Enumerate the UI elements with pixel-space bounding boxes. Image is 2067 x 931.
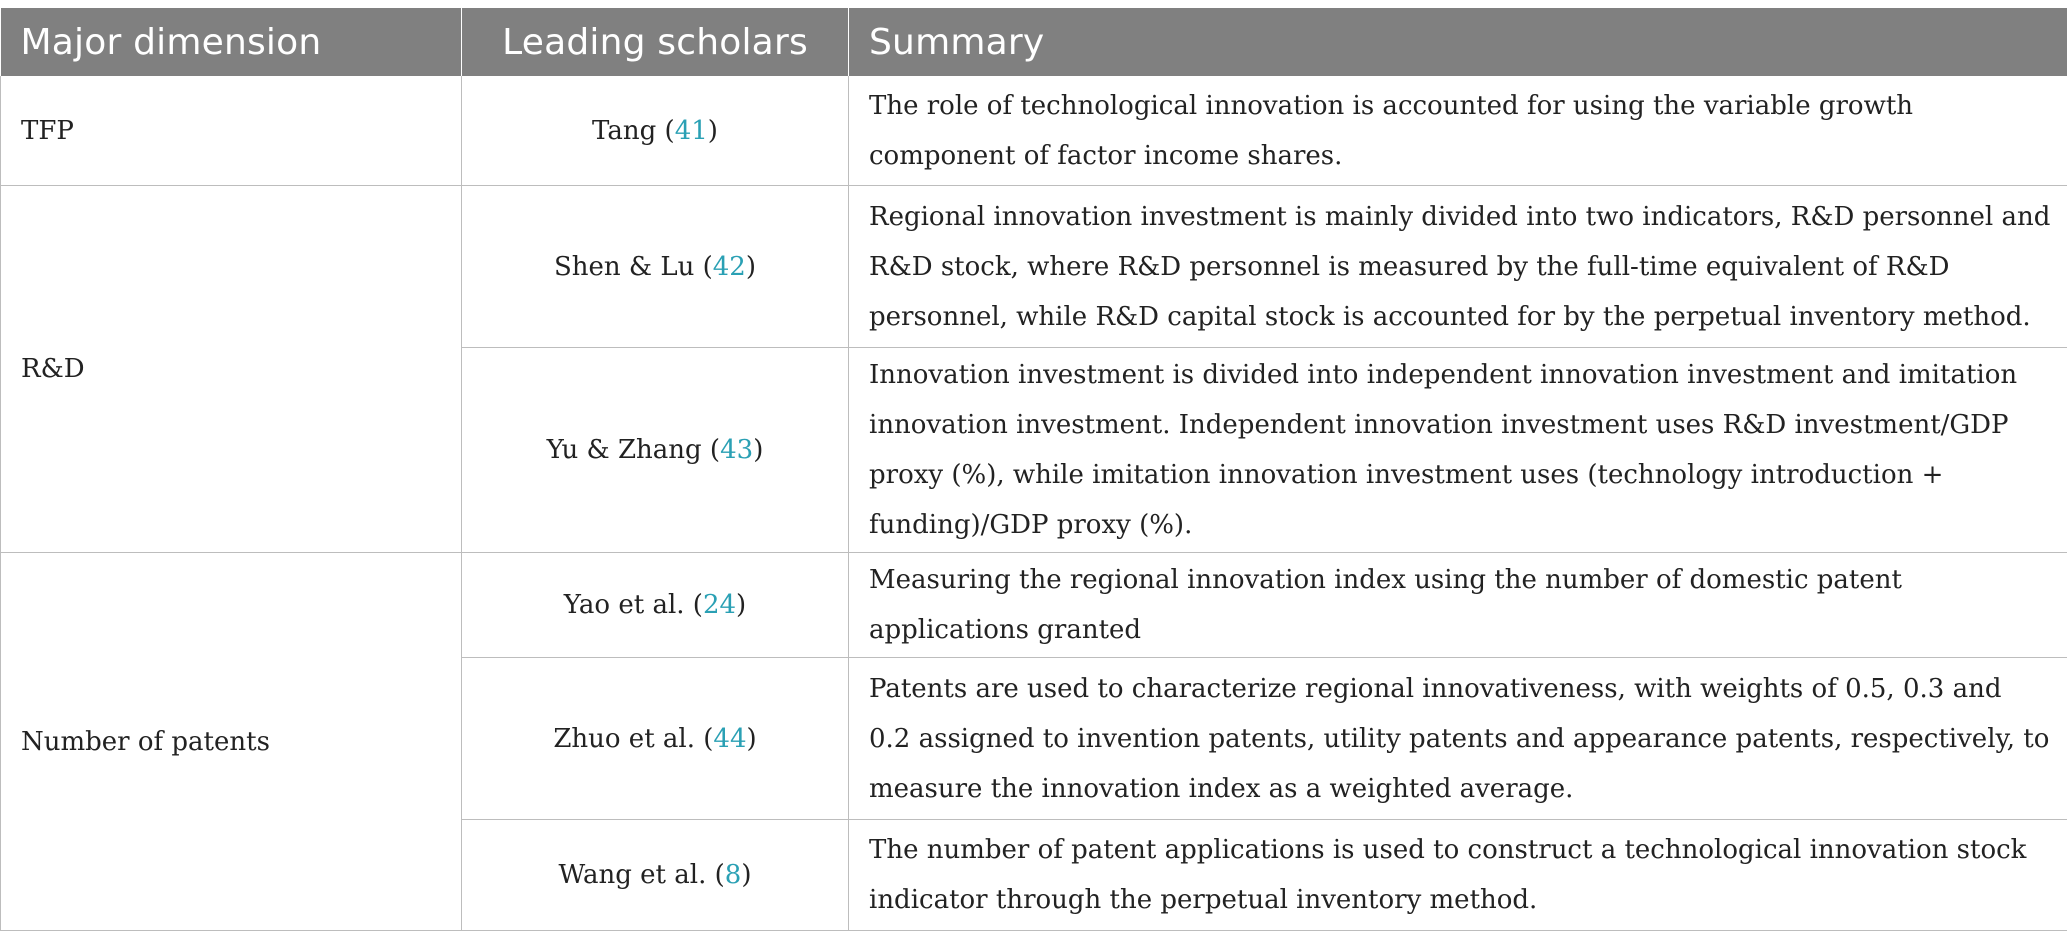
scholar-cell: Tang (41) bbox=[462, 76, 849, 186]
scholar-name: Yu & Zhang bbox=[547, 435, 702, 465]
dimension-cell-patents: Number of patents bbox=[1, 553, 462, 931]
summary-cell: The number of patent applications is used to construct a technological innovation stock indicator through the perpetual inventory method. bbox=[849, 820, 2067, 931]
summary-cell: Innovation investment is divided into independent innovation investment and imitation innovation investment. Independent innovation investment uses R&D investment/GDP proxy (%), while imitation innovation investment uses (technology introduction + funding)/GDP proxy (%). bbox=[849, 348, 2067, 553]
header-major-dimension: Major dimension bbox=[1, 8, 462, 76]
dimension-cell-tfp: TFP bbox=[1, 76, 462, 186]
summary-cell: Measuring the regional innovation index using the number of domestic patent applications granted bbox=[849, 553, 2067, 658]
summary-cell: Patents are used to characterize regional innovativeness, with weights of 0.5, 0.3 and 0.2 assigned to invention patents, utility patents and appearance patents, respectively, to measure the innovation index as a weighted average. bbox=[849, 658, 2067, 820]
scholar-cell: Shen & Lu (42) bbox=[462, 186, 849, 348]
reference-link[interactable]: 24 bbox=[703, 590, 736, 620]
reference-link[interactable]: 8 bbox=[725, 860, 742, 890]
reference-link[interactable]: 44 bbox=[713, 724, 746, 754]
summary-cell: Regional innovation investment is mainly divided into two indicators, R&D personnel and R&D stock, where R&D personnel is measured by the full-time equivalent of R&D personnel, while R&D capital stock is accounted for by the perpetual inventory method. bbox=[849, 186, 2067, 348]
table-header bbox=[1, 8, 2067, 76]
table-row bbox=[1, 76, 2067, 186]
table-row bbox=[1, 186, 2067, 348]
literature-table-container bbox=[0, 8, 2067, 931]
reference-link[interactable]: 42 bbox=[713, 252, 746, 282]
dimension-cell-rd: R&D bbox=[1, 186, 462, 553]
scholar-name: Wang et al. bbox=[559, 860, 707, 890]
header-summary: Summary bbox=[849, 8, 2067, 76]
table-row bbox=[1, 553, 2067, 658]
reference-link[interactable]: 43 bbox=[720, 435, 753, 465]
scholar-cell: Yao et al. (24) bbox=[462, 553, 849, 658]
header-leading-scholars: Leading scholars bbox=[462, 8, 849, 76]
literature-table bbox=[0, 8, 2067, 931]
reference-link[interactable]: 41 bbox=[675, 116, 708, 146]
summary-cell: The role of technological innovation is accounted for using the variable growth component of factor income shares. bbox=[849, 76, 2067, 186]
table-body bbox=[1, 76, 2067, 931]
scholar-cell: Wang et al. (8) bbox=[462, 820, 849, 931]
scholar-cell: Yu & Zhang (43) bbox=[462, 348, 849, 553]
scholar-name: Tang bbox=[592, 116, 656, 146]
scholar-cell: Zhuo et al. (44) bbox=[462, 658, 849, 820]
scholar-name: Yao et al. bbox=[564, 590, 685, 620]
scholar-name: Zhuo et al. bbox=[553, 724, 695, 754]
header-row bbox=[1, 8, 2067, 76]
scholar-name: Shen & Lu bbox=[554, 252, 694, 282]
